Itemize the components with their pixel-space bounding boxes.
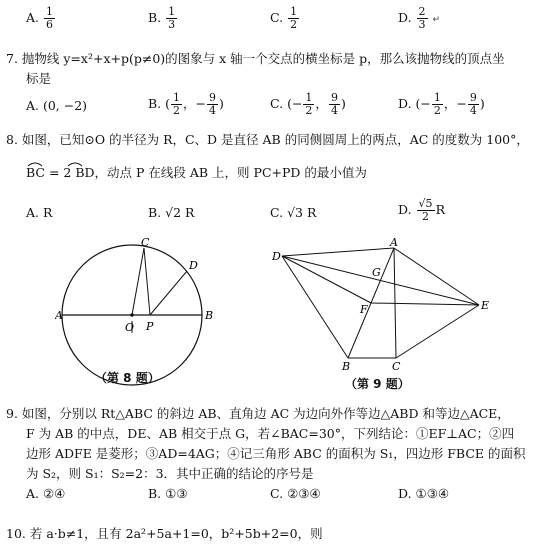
figure-9-caption: （第 9 题） xyxy=(345,377,410,391)
q7-stem-line1: 7. 抛物线 y=x²+x+p(p≠0)的图象与 x 轴一个交点的横坐标是 p，那么该抛物线的顶点坐 xyxy=(6,51,505,66)
label-c: C xyxy=(392,360,401,373)
q10-stem-line1: 10. 若 a·b≠1，且有 2a²+5a+1=0，b²+5b+2=0，则 xyxy=(6,526,323,541)
q7-option-c: C. (− $\frac{1}{2}$ ， $\frac{9}{4}$ ) xyxy=(270,91,346,117)
q8-stem-line1: 8. 如图，已知⊙O 的半径为 R，C、D 是直径 AB 的同侧圆周上的两点，AC 的度数为 100°， xyxy=(6,132,529,147)
q9-stem-line2: F 为 AB 的中点，DE、AB 相交于点 G，若∠BAC=30°，下列结论：①EF⊥AC；②四 xyxy=(26,426,515,441)
label-b: B xyxy=(205,309,214,322)
q6-option-c: C. $\frac{1}{2}$ xyxy=(270,5,298,31)
segment-co xyxy=(132,248,144,315)
segment-dp xyxy=(150,271,187,315)
label-a: A xyxy=(390,238,398,249)
label-b: B xyxy=(342,360,351,373)
q9-option-d: D. ①③④ xyxy=(398,486,450,501)
q7-option-d: D. (− $\frac{1}{2}$ ，− $\frac{9}{4}$ ) xyxy=(398,91,485,117)
q9-stem-line3: 边形 ADFE 是菱形；③AD=4AG；④记三角形 ABC 的面积为 S₁，四边形 FBCE 的面积 xyxy=(26,446,526,461)
q6-option-b: B. $\frac{1}{3}$ xyxy=(148,5,176,31)
label-d: D xyxy=(272,250,281,263)
q8-option-b: B. √2 R xyxy=(148,205,195,220)
q9-option-c: C. ②③④ xyxy=(270,486,321,501)
label-o: O xyxy=(125,321,135,334)
q6-option-a: A. $\frac{1}{6}$ xyxy=(26,5,53,31)
figure-8-caption: （第 8 题） xyxy=(95,371,160,385)
q7-option-b: B. ( $\frac{1}{2}$ ，− $\frac{9}{4}$ ) xyxy=(148,91,224,117)
q9-option-a: A. ②④ xyxy=(26,486,66,501)
label-g: G xyxy=(372,266,381,279)
label-e: E xyxy=(481,299,490,312)
q8-stem-line2: BC = 2 BD，动点 P 在线段 AB 上，则 PC+PD 的最小值为 xyxy=(26,165,367,180)
q8-option-d: D. $\frac{√5}{2}$ R xyxy=(398,197,445,223)
q7-stem-line2: 标是 xyxy=(26,71,52,86)
label-d: D xyxy=(189,259,198,272)
q9-stem-line1: 9. 如图，分别以 Rt△ABC 的斜边 AB、直角边 AC 为边向外作等边△ABD 和等边△ACE， xyxy=(6,406,510,421)
segment-cp xyxy=(144,248,150,315)
q9-stem-line4: 为 S₂，则 S₁：S₂=2：3．其中正确的结论的序号是 xyxy=(26,466,314,481)
q9-option-b: B. ①③ xyxy=(148,486,188,501)
label-p: P xyxy=(146,320,154,333)
q7-option-a: A. (0, −2) xyxy=(26,98,88,113)
arc-marks xyxy=(26,158,86,168)
label-c: C xyxy=(141,238,150,249)
q8-option-c: C. √3 R xyxy=(270,205,317,220)
q8-option-a: A. R xyxy=(26,205,53,220)
label-f: F xyxy=(360,303,368,316)
figure-9 xyxy=(262,238,502,378)
q6-option-d: D. $\frac{2}{3}$ ↵ xyxy=(398,5,441,31)
label-a: A xyxy=(55,309,63,322)
